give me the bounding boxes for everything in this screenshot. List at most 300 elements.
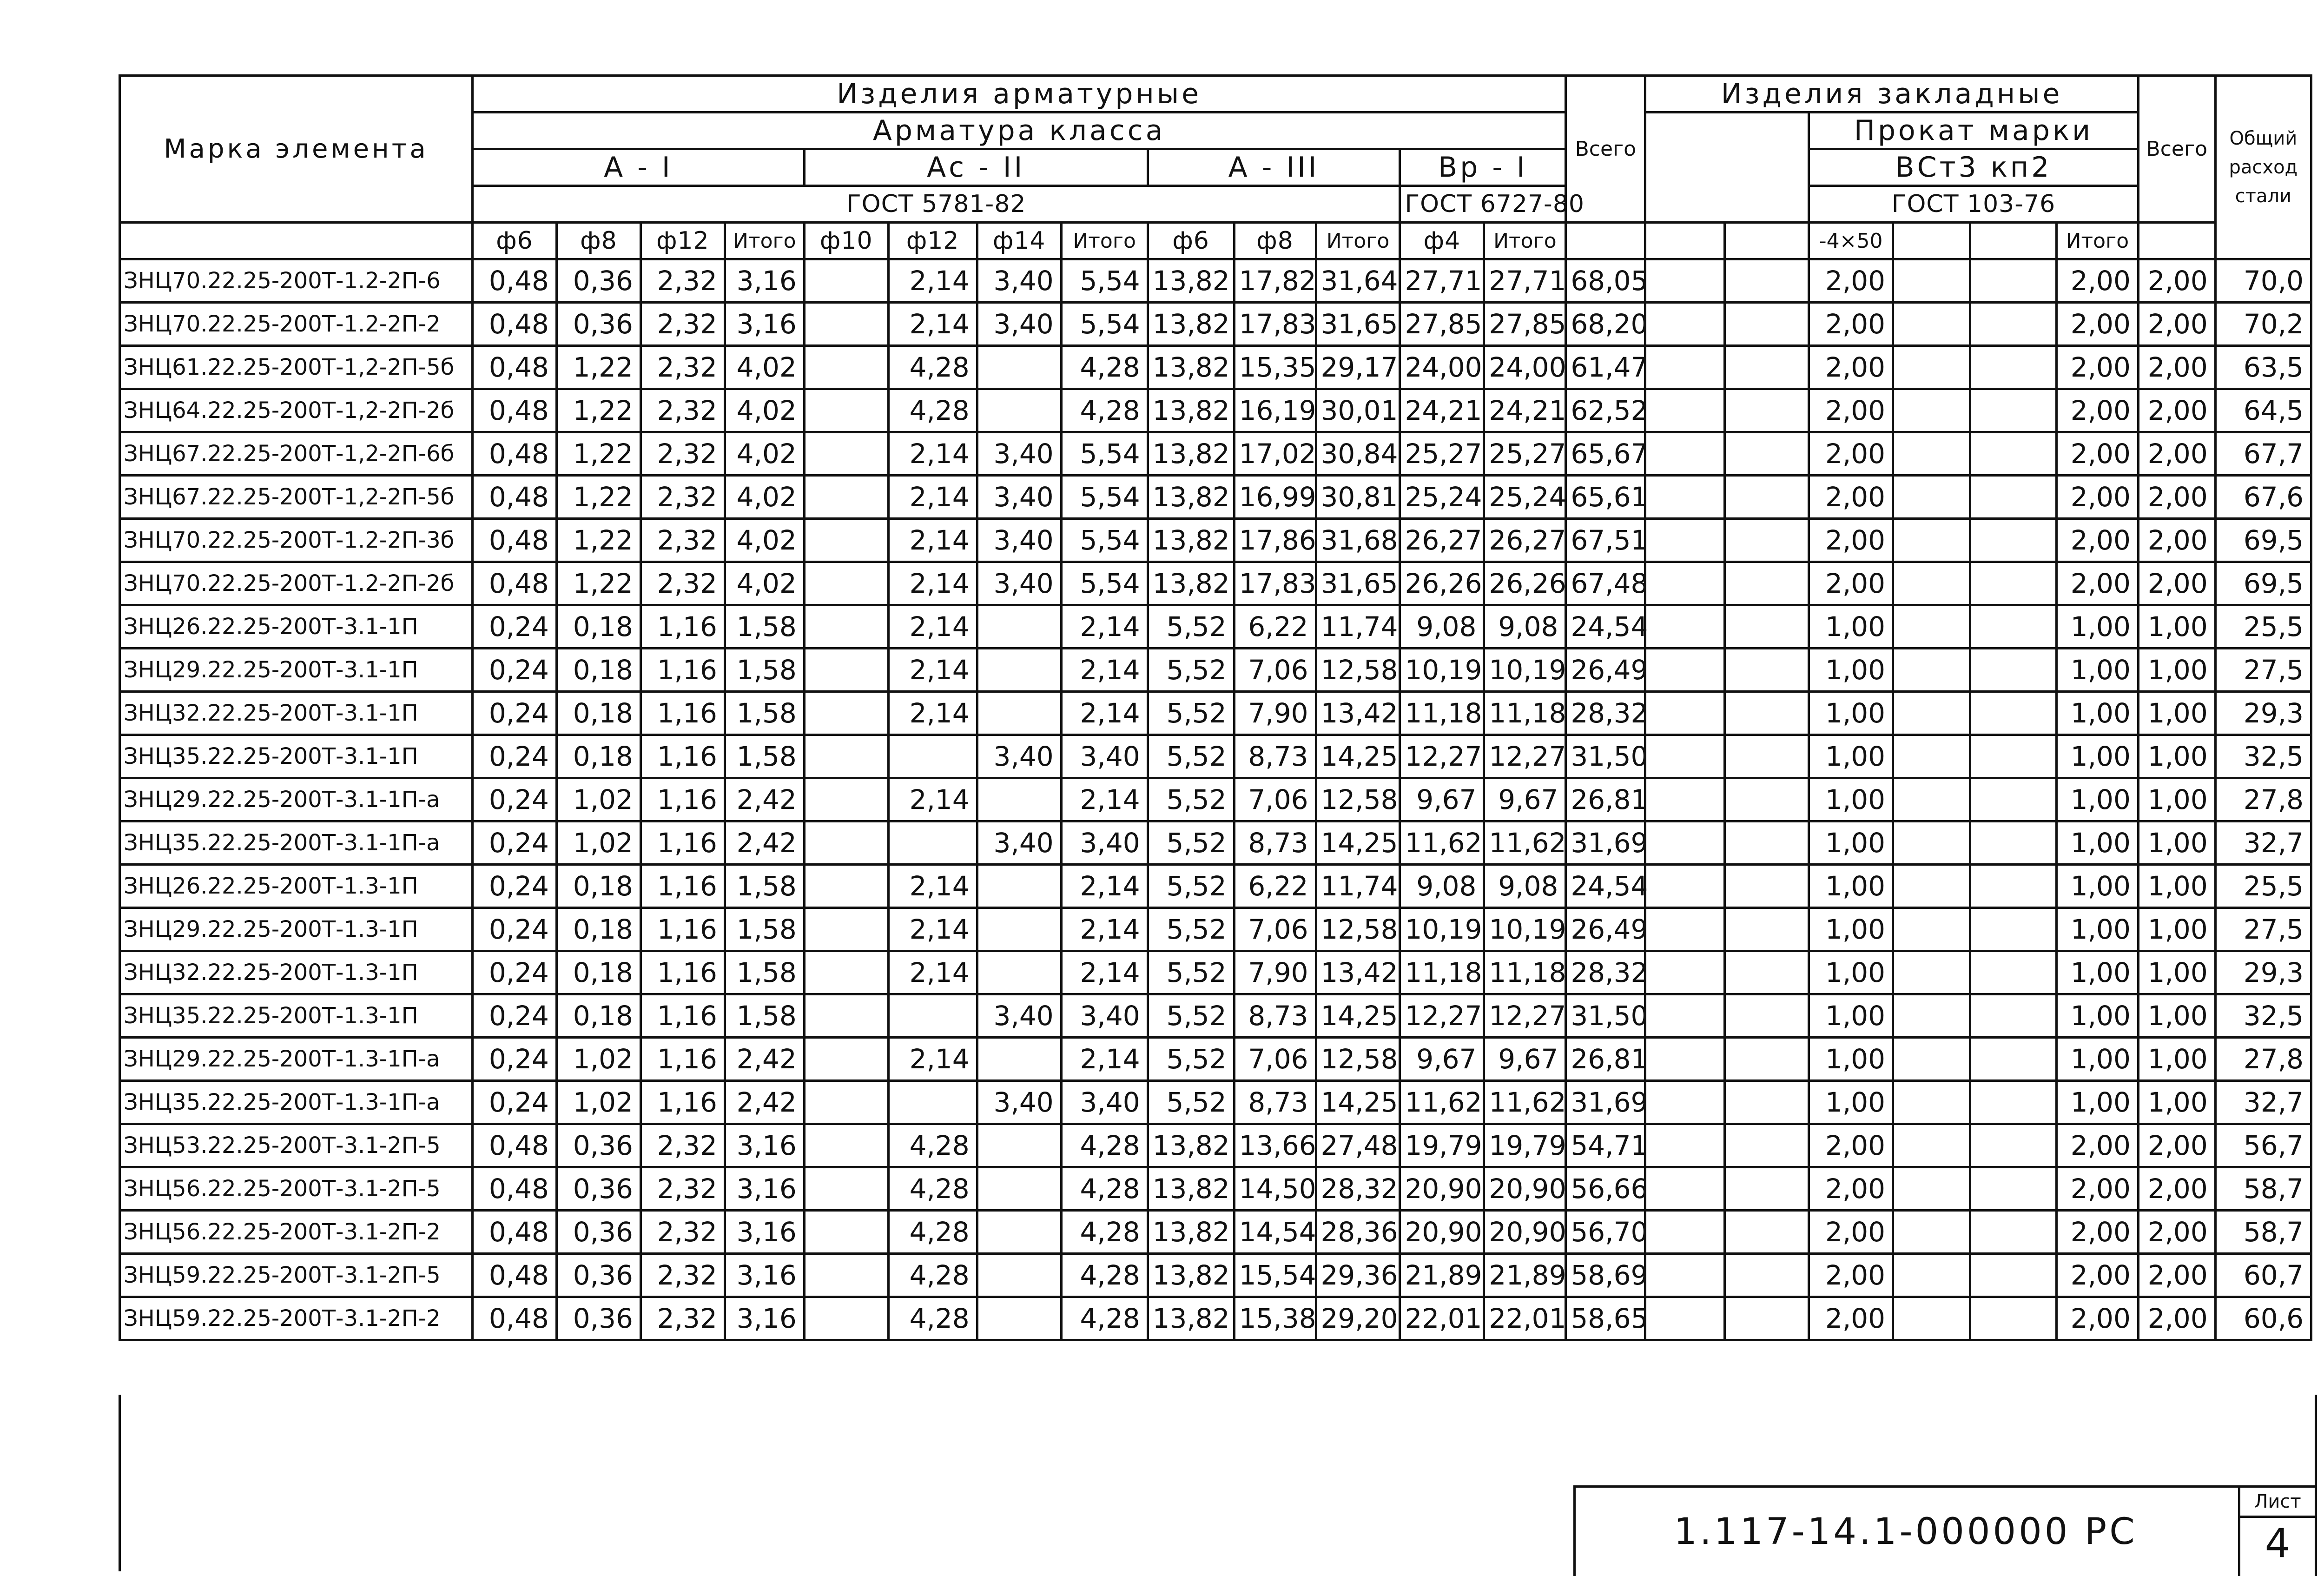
value-cell: 0,24: [473, 951, 557, 994]
value-cell: 2,00: [1809, 1297, 1893, 1340]
value-cell: 1,00: [2138, 692, 2215, 735]
value-cell: 13,82: [1148, 476, 1234, 519]
value-cell: 0,36: [556, 303, 640, 346]
diameter-header-row: [120, 223, 2311, 259]
value-cell: 0,48: [473, 303, 557, 346]
value-cell: [1725, 476, 1809, 519]
col-header: ф6: [1148, 223, 1234, 259]
value-cell: 1,00: [1809, 1038, 1893, 1081]
value-cell: [977, 1124, 1061, 1167]
value-cell: 27,8: [2215, 1038, 2311, 1081]
value-cell: 4,28: [888, 1297, 977, 1340]
value-cell: 4,28: [1061, 1124, 1148, 1167]
value-cell: 5,54: [1061, 259, 1148, 303]
value-cell: [804, 1038, 888, 1081]
value-cell: 0,36: [556, 1211, 640, 1254]
value-cell: 2,00: [1809, 1211, 1893, 1254]
value-cell: 4,28: [1061, 1297, 1148, 1340]
value-cell: 27,71: [1400, 259, 1484, 303]
value-cell: [977, 1038, 1061, 1081]
value-cell: 11,74: [1316, 605, 1400, 649]
value-cell: 24,54: [1566, 865, 1645, 908]
emb-col-header: [1725, 223, 1809, 259]
element-mark-cell: ЗНЦ32.22.25-200Т-3.1-1П: [120, 692, 473, 735]
value-cell: 5,52: [1148, 908, 1234, 951]
value-cell: 17,82: [1234, 259, 1316, 303]
value-cell: 0,48: [473, 432, 557, 476]
value-cell: 3,40: [977, 1081, 1061, 1124]
value-cell: 3,40: [977, 562, 1061, 605]
value-cell: 54,71: [1566, 1124, 1645, 1167]
value-cell: 30,84: [1316, 432, 1400, 476]
value-cell: 0,18: [556, 692, 640, 735]
value-cell: 14,25: [1316, 821, 1400, 865]
value-cell: 2,00: [2056, 1211, 2138, 1254]
value-cell: [1725, 994, 1809, 1038]
value-cell: 1,58: [725, 605, 804, 649]
element-mark-cell: ЗНЦ26.22.25-200Т-1.3-1П: [120, 865, 473, 908]
value-cell: [1645, 951, 1725, 994]
table-row: [120, 1081, 2311, 1124]
value-cell: 0,24: [473, 605, 557, 649]
value-cell: [1645, 1211, 1725, 1254]
element-mark-cell: ЗНЦ26.22.25-200Т-3.1-1П: [120, 605, 473, 649]
value-cell: 2,14: [1061, 951, 1148, 994]
value-cell: 2,14: [888, 605, 977, 649]
value-cell: 2,42: [725, 1038, 804, 1081]
element-mark-cell: ЗНЦ35.22.25-200Т-3.1-1П-а: [120, 821, 473, 865]
value-cell: 27,5: [2215, 649, 2311, 692]
value-cell: 2,14: [888, 476, 977, 519]
value-cell: 2,00: [2138, 1167, 2215, 1211]
value-cell: [1893, 735, 1970, 778]
value-cell: 5,52: [1148, 951, 1234, 994]
table-row: [120, 649, 2311, 692]
value-cell: 70,2: [2215, 303, 2311, 346]
value-cell: [1645, 389, 1725, 432]
value-cell: 17,83: [1234, 562, 1316, 605]
value-cell: [1970, 778, 2056, 821]
value-cell: [1725, 1124, 1809, 1167]
value-cell: [1725, 649, 1809, 692]
value-cell: 1,00: [2138, 821, 2215, 865]
value-cell: [1645, 1081, 1725, 1124]
value-cell: 29,3: [2215, 951, 2311, 994]
value-cell: 1,00: [2138, 865, 2215, 908]
value-cell: [1893, 865, 1970, 908]
table-row: [120, 692, 2311, 735]
element-mark-cell: ЗНЦ53.22.25-200Т-3.1-2П-5: [120, 1124, 473, 1167]
value-cell: 25,27: [1484, 432, 1566, 476]
value-cell: [1893, 908, 1970, 951]
value-cell: 2,00: [2138, 1297, 2215, 1340]
value-cell: [1970, 519, 2056, 562]
value-cell: [804, 346, 888, 389]
value-cell: 4,02: [725, 519, 804, 562]
value-cell: 25,24: [1400, 476, 1484, 519]
value-cell: [1893, 1038, 1970, 1081]
value-cell: [1970, 649, 2056, 692]
value-cell: 1,22: [556, 432, 640, 476]
value-cell: 67,48: [1566, 562, 1645, 605]
value-cell: 4,28: [888, 389, 977, 432]
value-cell: 1,00: [2056, 735, 2138, 778]
value-cell: 29,20: [1316, 1297, 1400, 1340]
value-cell: 8,73: [1234, 1081, 1316, 1124]
armatura-class-header: Арматура класса: [473, 113, 1566, 149]
value-cell: 0,18: [556, 908, 640, 951]
value-cell: 2,00: [1809, 432, 1893, 476]
value-cell: [1725, 1038, 1809, 1081]
value-cell: 13,82: [1148, 346, 1234, 389]
value-cell: [1970, 346, 2056, 389]
value-cell: 28,32: [1316, 1167, 1400, 1211]
value-cell: 12,58: [1316, 908, 1400, 951]
value-cell: 31,65: [1316, 562, 1400, 605]
value-cell: 1,16: [640, 735, 725, 778]
value-cell: 3,40: [1061, 994, 1148, 1038]
value-cell: 2,00: [2056, 346, 2138, 389]
value-cell: [1725, 1167, 1809, 1211]
value-cell: 13,82: [1148, 519, 1234, 562]
col-header: Итого: [1484, 223, 1566, 259]
element-mark-cell: ЗНЦ67.22.25-200Т-1,2-2П-6б: [120, 432, 473, 476]
value-cell: 0,48: [473, 259, 557, 303]
value-cell: [1893, 951, 1970, 994]
value-cell: [1893, 519, 1970, 562]
value-cell: [804, 562, 888, 605]
value-cell: 1,16: [640, 951, 725, 994]
value-cell: 4,28: [888, 1211, 977, 1254]
value-cell: [804, 649, 888, 692]
value-cell: 2,00: [2138, 303, 2215, 346]
value-cell: 28,36: [1316, 1211, 1400, 1254]
value-cell: [977, 692, 1061, 735]
value-cell: 10,19: [1400, 649, 1484, 692]
value-cell: 26,49: [1566, 649, 1645, 692]
value-cell: 2,00: [1809, 259, 1893, 303]
value-cell: 10,19: [1484, 649, 1566, 692]
value-cell: [1645, 1254, 1725, 1297]
value-cell: 3,40: [977, 821, 1061, 865]
value-cell: [1645, 649, 1725, 692]
table-row: [120, 303, 2311, 346]
value-cell: 1,00: [2056, 865, 2138, 908]
value-cell: 1,00: [2138, 951, 2215, 994]
value-cell: 14,25: [1316, 1081, 1400, 1124]
element-mark-cell: ЗНЦ35.22.25-200Т-1.3-1П-а: [120, 1081, 473, 1124]
mark-sub-blank: [120, 223, 473, 259]
value-cell: 9,67: [1484, 778, 1566, 821]
value-cell: 2,32: [640, 259, 725, 303]
value-cell: 1,00: [2138, 649, 2215, 692]
value-cell: [1725, 562, 1809, 605]
value-cell: 0,48: [473, 1167, 557, 1211]
value-cell: 2,00: [1809, 562, 1893, 605]
value-cell: [804, 303, 888, 346]
value-cell: 3,40: [977, 519, 1061, 562]
document-number: 1.117-14.1-000000 РС: [1674, 1511, 2138, 1553]
value-cell: [1725, 519, 1809, 562]
value-cell: 25,5: [2215, 605, 2311, 649]
value-cell: 4,28: [888, 1124, 977, 1167]
value-cell: 2,14: [1061, 1038, 1148, 1081]
value-cell: 1,00: [1809, 692, 1893, 735]
table-row: [120, 1211, 2311, 1254]
value-cell: 5,52: [1148, 821, 1234, 865]
value-cell: 70,0: [2215, 259, 2311, 303]
value-cell: 14,50: [1234, 1167, 1316, 1211]
table-row: [120, 259, 2311, 303]
value-cell: 2,00: [2138, 1211, 2215, 1254]
value-cell: 2,14: [888, 432, 977, 476]
value-cell: 2,00: [1809, 476, 1893, 519]
emb-col-header: -4×50: [1809, 223, 1893, 259]
value-cell: 24,00: [1484, 346, 1566, 389]
value-cell: 9,08: [1484, 865, 1566, 908]
emb-col-header: [1893, 223, 1970, 259]
value-cell: [977, 1167, 1061, 1211]
value-cell: 2,00: [2138, 1124, 2215, 1167]
value-cell: 0,48: [473, 519, 557, 562]
value-cell: 1,16: [640, 605, 725, 649]
value-cell: [804, 735, 888, 778]
value-cell: 13,82: [1148, 1167, 1234, 1211]
value-cell: [804, 389, 888, 432]
value-cell: 22,01: [1484, 1297, 1566, 1340]
value-cell: 30,01: [1316, 389, 1400, 432]
sheet-number: 4: [2265, 1520, 2291, 1567]
value-cell: 0,18: [556, 649, 640, 692]
value-cell: [977, 389, 1061, 432]
value-cell: 31,68: [1316, 519, 1400, 562]
value-cell: [804, 1167, 888, 1211]
value-cell: [1893, 1297, 1970, 1340]
value-cell: 4,28: [888, 1167, 977, 1211]
value-cell: 13,82: [1148, 1124, 1234, 1167]
value-cell: [1970, 1081, 2056, 1124]
value-cell: [977, 778, 1061, 821]
value-cell: [1725, 1297, 1809, 1340]
value-cell: [1970, 735, 2056, 778]
value-cell: 17,86: [1234, 519, 1316, 562]
value-cell: 20,90: [1400, 1167, 1484, 1211]
table-row: [120, 735, 2311, 778]
value-cell: 12,27: [1484, 994, 1566, 1038]
value-cell: [1970, 692, 2056, 735]
value-cell: [1645, 432, 1725, 476]
value-cell: 4,02: [725, 562, 804, 605]
value-cell: 0,18: [556, 865, 640, 908]
value-cell: 4,28: [888, 1254, 977, 1297]
value-cell: 5,52: [1148, 605, 1234, 649]
value-cell: [1725, 735, 1809, 778]
value-cell: 1,00: [2056, 649, 2138, 692]
value-cell: 27,48: [1316, 1124, 1400, 1167]
value-cell: [977, 1211, 1061, 1254]
value-cell: 1,58: [725, 692, 804, 735]
value-cell: 27,85: [1484, 303, 1566, 346]
value-cell: 21,89: [1400, 1254, 1484, 1297]
value-cell: 2,00: [1809, 1167, 1893, 1211]
value-cell: [1725, 259, 1809, 303]
table-row: [120, 562, 2311, 605]
value-cell: [1645, 476, 1725, 519]
value-cell: 1,00: [2056, 692, 2138, 735]
value-cell: 3,40: [977, 259, 1061, 303]
value-cell: 13,82: [1148, 259, 1234, 303]
value-cell: [804, 865, 888, 908]
value-cell: 26,49: [1566, 908, 1645, 951]
value-cell: 31,50: [1566, 735, 1645, 778]
value-cell: 1,00: [1809, 778, 1893, 821]
table-row: [120, 389, 2311, 432]
value-cell: 5,54: [1061, 476, 1148, 519]
value-cell: 25,27: [1400, 432, 1484, 476]
gost-103-header: ГОСТ 103-76: [1809, 186, 2139, 223]
value-cell: 15,35: [1234, 346, 1316, 389]
class-a3-header: А - III: [1148, 149, 1400, 186]
value-cell: 1,16: [640, 865, 725, 908]
value-cell: 1,16: [640, 1038, 725, 1081]
value-cell: 2,14: [888, 692, 977, 735]
value-cell: [1970, 1038, 2056, 1081]
value-cell: 13,82: [1148, 1211, 1234, 1254]
value-cell: 63,5: [2215, 346, 2311, 389]
value-cell: 0,24: [473, 735, 557, 778]
value-cell: 2,14: [888, 562, 977, 605]
value-cell: 9,08: [1484, 605, 1566, 649]
value-cell: 0,48: [473, 346, 557, 389]
value-cell: 0,48: [473, 1124, 557, 1167]
value-cell: 32,5: [2215, 735, 2311, 778]
value-cell: [1725, 303, 1809, 346]
value-cell: 11,18: [1484, 951, 1566, 994]
value-cell: [1645, 1167, 1725, 1211]
value-cell: 26,27: [1400, 519, 1484, 562]
value-cell: 12,58: [1316, 778, 1400, 821]
value-cell: 17,02: [1234, 432, 1316, 476]
value-cell: 4,28: [1061, 389, 1148, 432]
value-cell: 5,52: [1148, 994, 1234, 1038]
value-cell: 2,32: [640, 389, 725, 432]
value-cell: 5,54: [1061, 432, 1148, 476]
title-block: [1573, 1485, 2317, 1576]
value-cell: 9,67: [1400, 778, 1484, 821]
value-cell: 1,00: [2138, 778, 2215, 821]
value-cell: 0,48: [473, 476, 557, 519]
value-cell: 60,7: [2215, 1254, 2311, 1297]
value-cell: 2,32: [640, 1211, 725, 1254]
value-cell: 1,16: [640, 994, 725, 1038]
value-cell: 8,73: [1234, 821, 1316, 865]
value-cell: [804, 1081, 888, 1124]
value-cell: 11,62: [1400, 821, 1484, 865]
value-cell: [977, 951, 1061, 994]
value-cell: 2,00: [2056, 476, 2138, 519]
class-bp1-header: Вр - I: [1400, 149, 1566, 186]
value-cell: 0,48: [473, 1211, 557, 1254]
value-cell: [1645, 1038, 1725, 1081]
value-cell: 1,22: [556, 519, 640, 562]
value-cell: 1,02: [556, 1038, 640, 1081]
value-cell: 1,00: [2056, 908, 2138, 951]
value-cell: [1725, 346, 1809, 389]
steel-grade-header: ВСт3 кп2: [1809, 149, 2139, 186]
value-cell: 0,24: [473, 692, 557, 735]
value-cell: 2,00: [2138, 476, 2215, 519]
value-cell: 1,16: [640, 1081, 725, 1124]
value-cell: 2,00: [2056, 432, 2138, 476]
value-cell: [888, 821, 977, 865]
value-cell: 5,52: [1148, 649, 1234, 692]
value-cell: 11,18: [1400, 692, 1484, 735]
value-cell: 14,25: [1316, 994, 1400, 1038]
value-cell: [977, 649, 1061, 692]
value-cell: 2,32: [640, 1297, 725, 1340]
value-cell: 0,24: [473, 1081, 557, 1124]
class-ac2-header: Ас - II: [804, 149, 1148, 186]
value-cell: 7,06: [1234, 778, 1316, 821]
value-cell: 15,54: [1234, 1254, 1316, 1297]
value-cell: 11,62: [1400, 1081, 1484, 1124]
value-cell: 2,32: [640, 1124, 725, 1167]
value-cell: 1,02: [556, 821, 640, 865]
value-cell: 2,14: [888, 951, 977, 994]
value-cell: 13,82: [1148, 432, 1234, 476]
value-cell: 12,27: [1400, 994, 1484, 1038]
element-mark-cell: ЗНЦ29.22.25-200Т-1.3-1П: [120, 908, 473, 951]
value-cell: 11,18: [1400, 951, 1484, 994]
value-cell: 3,16: [725, 1211, 804, 1254]
value-cell: [1893, 605, 1970, 649]
value-cell: 0,24: [473, 821, 557, 865]
element-mark-cell: ЗНЦ70.22.25-200Т-1.2-2П-6: [120, 259, 473, 303]
col-header: ф12: [640, 223, 725, 259]
value-cell: 15,38: [1234, 1297, 1316, 1340]
table-row: [120, 908, 2311, 951]
value-cell: [1893, 476, 1970, 519]
value-cell: 32,7: [2215, 1081, 2311, 1124]
value-cell: 2,00: [2056, 1167, 2138, 1211]
value-cell: 5,52: [1148, 865, 1234, 908]
element-mark-cell: ЗНЦ56.22.25-200Т-3.1-2П-5: [120, 1167, 473, 1211]
value-cell: 20,90: [1400, 1211, 1484, 1254]
col-header: Итого: [1061, 223, 1148, 259]
value-cell: 2,00: [1809, 346, 1893, 389]
value-cell: [1970, 562, 2056, 605]
table-row: [120, 519, 2311, 562]
value-cell: [1725, 778, 1809, 821]
value-cell: 0,24: [473, 778, 557, 821]
value-cell: [977, 908, 1061, 951]
value-cell: 1,58: [725, 735, 804, 778]
table-row: [120, 432, 2311, 476]
table-row: [120, 605, 2311, 649]
value-cell: 13,82: [1148, 303, 1234, 346]
value-cell: [1645, 821, 1725, 865]
value-cell: [1645, 259, 1725, 303]
value-cell: 31,65: [1316, 303, 1400, 346]
value-cell: [804, 476, 888, 519]
value-cell: 4,28: [1061, 1167, 1148, 1211]
value-cell: 1,22: [556, 389, 640, 432]
value-cell: [804, 1297, 888, 1340]
value-cell: 2,14: [888, 865, 977, 908]
value-cell: 58,69: [1566, 1254, 1645, 1297]
value-cell: 26,27: [1484, 519, 1566, 562]
value-cell: 9,67: [1484, 1038, 1566, 1081]
